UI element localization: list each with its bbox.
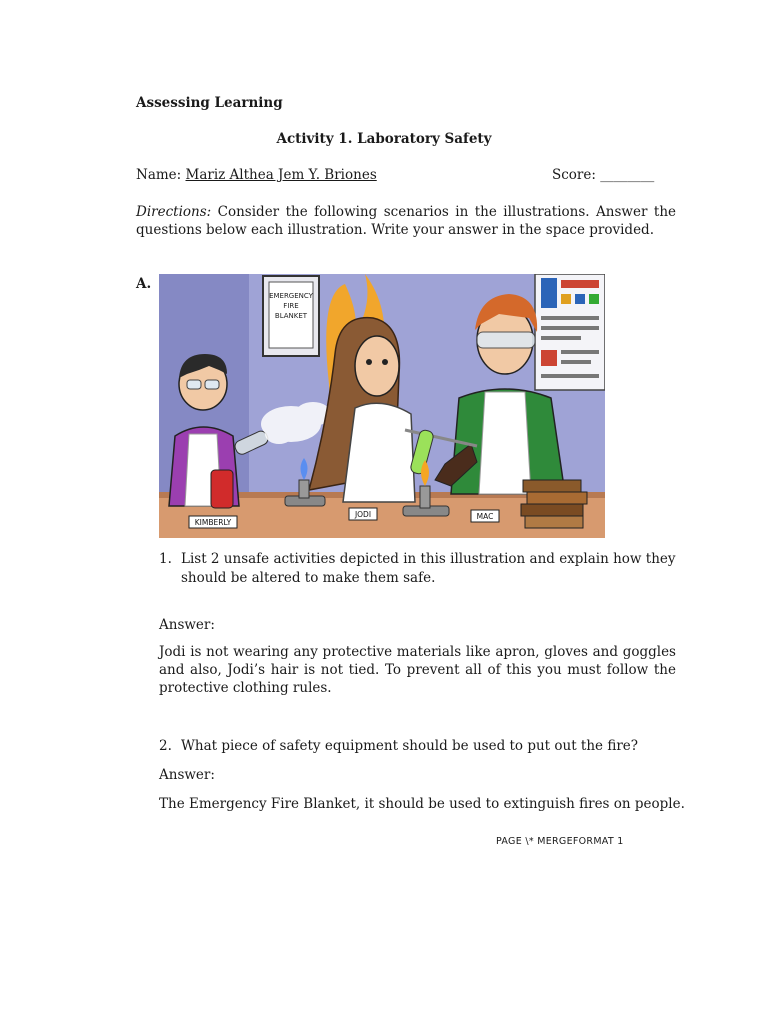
tag-text: MAC <box>476 512 494 521</box>
lab-safety-illustration <box>159 274 605 538</box>
tag-text: KIMBERLY <box>194 518 232 527</box>
answer-label: Answer: <box>159 617 215 633</box>
score-label: Score: <box>552 167 596 183</box>
sign-line: EMERGENCY <box>269 292 313 300</box>
name-tag-mac <box>471 510 499 522</box>
sign-line: BLANKET <box>274 312 308 320</box>
directions <box>136 203 676 239</box>
question-number: 1. <box>159 551 172 567</box>
score-line <box>552 166 654 184</box>
name-tag-jodi <box>349 508 377 520</box>
answer-text: Jodi is not wearing any protective materials like apron, gloves and goggles and also, Jodi’s hair is not tied. To prevent all of this you must follow the protective clothing rules. <box>159 644 676 696</box>
directions-text: Consider the following scenarios in the illustrations. Answer the questions below each illustration. Write your answer in the space provided. <box>136 204 676 238</box>
directions-label: Directions: <box>136 204 212 220</box>
question-number: 2. <box>159 738 172 754</box>
answer-text: The Emergency Fire Blanket, it should be used to extinguish fires on people. <box>159 796 685 812</box>
question-text: should be altered to make them safe. <box>181 570 436 586</box>
name-line <box>136 166 377 184</box>
question-text: What piece of safety equipment should be used to put out the fire? <box>181 738 639 754</box>
section-label: A. <box>136 276 152 292</box>
name-label: Name: <box>136 167 182 183</box>
page-footer: PAGE \* MERGEFORMAT 1 <box>496 836 624 847</box>
page-heading: Assessing Learning <box>136 95 283 111</box>
name-value: Mariz Althea Jem Y. Briones <box>185 167 377 183</box>
name-tag-kimberly <box>189 516 237 528</box>
answer-label: Answer: <box>159 767 215 783</box>
book-stack <box>521 480 587 528</box>
safety-rules-poster <box>535 274 605 390</box>
sign-line: FIRE <box>283 302 299 310</box>
emergency-fire-blanket-sign <box>263 276 319 356</box>
tag-text: JODI <box>354 510 372 519</box>
illustration-svg <box>159 274 605 538</box>
score-blank: ________ <box>600 167 655 183</box>
activity-title: Activity 1. Laboratory Safety <box>276 131 492 147</box>
question-text: List 2 unsafe activities depicted in this illustration and explain how they <box>181 551 676 567</box>
